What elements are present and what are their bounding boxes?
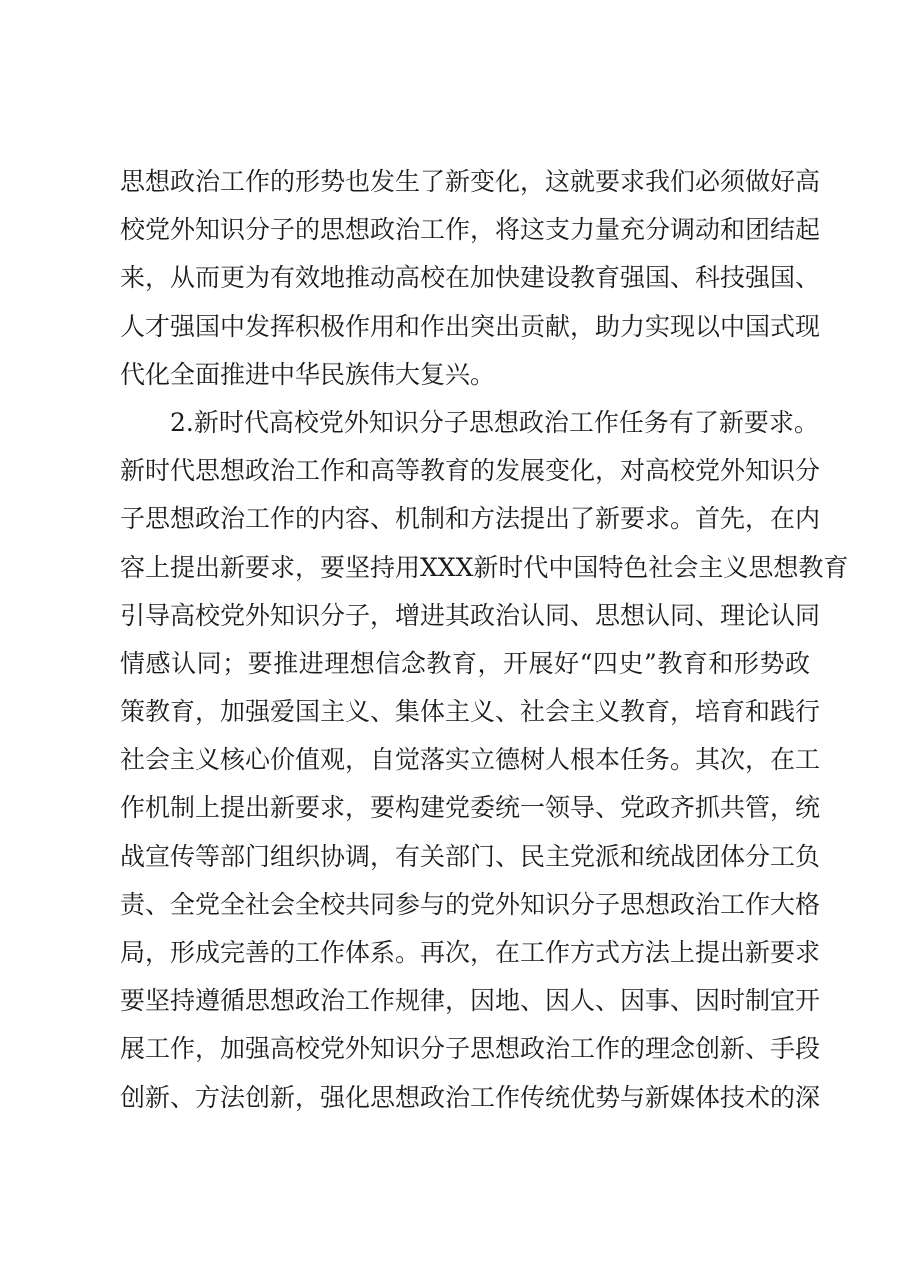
body-text bbox=[120, 158, 849, 1122]
text-line: 来，从而更为有效地推动高校在加快建设教育强国、科技强国、 bbox=[120, 263, 821, 293]
text-line: 局，形成完善的工作体系。再次，在工作方式方法上提出新要求 bbox=[120, 938, 821, 967]
text-line: 创新、方法创新，强化思想政治工作传统优势与新媒体技术的深 bbox=[120, 1082, 821, 1112]
text-line: 策教育，加强爱国主义、集体主义、社会主义教育，培育和践行 bbox=[120, 697, 821, 727]
text-line: 新时代思想政治工作和高等教育的发展变化，对高校党外知识分 bbox=[120, 456, 821, 486]
text-line: 容上提出新要求，要坚持用XXX新时代中国特色社会主义思想教育 bbox=[120, 552, 849, 582]
text-line: 要坚持遵循思想政治工作规律，因地、因人、因事、因时制宜开 bbox=[120, 986, 821, 1016]
text-line: 子思想政治工作的内容、机制和方法提出了新要求。首先，在内 bbox=[120, 504, 821, 534]
text-line: 作机制上提出新要求，要构建党委统一领导、党政齐抓共管，统 bbox=[120, 793, 821, 823]
text-line: 社会主义核心价值观，自觉落实立德树人根本任务。其次，在工 bbox=[120, 745, 821, 775]
text-line: 情感认同；要推进理想信念教育，开展好“四史”教育和形势政 bbox=[120, 648, 810, 678]
text-line: 引导高校党外知识分子，增进其政治认同、思想认同、理论认同 bbox=[120, 600, 821, 630]
section-heading-line: 2.新时代高校党外知识分子思想政治工作任务有了新要求。 bbox=[170, 407, 819, 437]
text-line: 校党外知识分子的思想政治工作，将这支力量充分调动和团结起 bbox=[120, 215, 821, 245]
text-line: 代化全面推进中华民族伟大复兴。 bbox=[120, 359, 496, 389]
text-line: 展工作，加强高校党外知识分子思想政治工作的理念创新、手段 bbox=[120, 1034, 821, 1064]
text-line: 战宣传等部门组织协调，有关部门、民主党派和统战团体分工负 bbox=[120, 841, 821, 871]
text-line: 责、全党全社会全校共同参与的党外知识分子思想政治工作大格 bbox=[120, 889, 821, 919]
text-line: 人才强国中发挥积极作用和作出突出贡献，助力实现以中国式现 bbox=[120, 311, 821, 341]
text-line: 思想政治工作的形势也发生了新变化，这就要求我们必须做好高 bbox=[120, 167, 821, 196]
